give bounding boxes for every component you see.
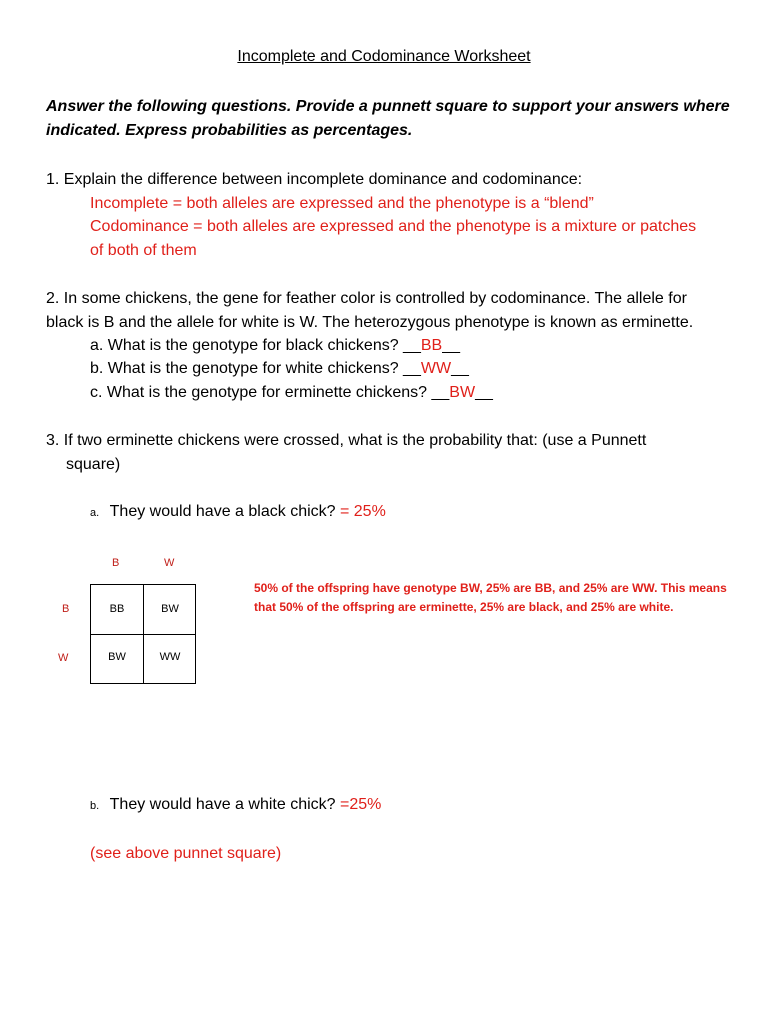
q2-part-c-suffix: __ — [475, 384, 493, 401]
q3-part-b-answer: =25% — [339, 796, 382, 813]
q2-part-a-answer: BB — [420, 337, 443, 354]
q2-part-a-prompt: a. What is the genotype for black chickens? __ — [90, 337, 421, 354]
q1-answer-codominance: Codominance = both alleles are expressed and the phenotype is a mixture or patches — [90, 218, 697, 235]
q3-part-b-note: (see above punnet square) — [90, 845, 282, 862]
q2-part-c-prompt: c. What is the genotype for erminette chickens? __ — [90, 384, 450, 401]
punnett-square — [90, 584, 196, 684]
punnett-cell: BW — [161, 603, 179, 615]
punnett-explanation-line1: 50% of the offspring have genotype BW, 25% are BB, and 25% are WW. This means — [254, 581, 727, 595]
punnett-side-label-2: W — [58, 652, 69, 664]
q2-line2: black is B and the allele for white is W. The heterozygous phenotype is known as erminette. — [46, 314, 694, 331]
q3-part-a-answer: = 25% — [339, 503, 386, 520]
q2-part-b-prompt: b. What is the genotype for white chickens? __ — [90, 360, 421, 377]
q3-part-b — [90, 793, 381, 818]
q2-part-b-answer: WW — [420, 360, 452, 377]
q1-question: 1. Explain the difference between incomplete dominance and codominance: — [46, 171, 583, 188]
q3-part-b-letter: b. — [90, 800, 100, 812]
q3-part-a — [90, 500, 386, 525]
q2-part-b — [90, 357, 469, 381]
q3-line2: square) — [66, 456, 121, 473]
punnett-cell: BW — [108, 651, 126, 663]
q3-part-a-prompt: They would have a black chick? — [109, 503, 340, 520]
page-title: Incomplete and Codominance Worksheet — [237, 48, 531, 65]
q3-part-b-prompt: They would have a white chick? — [109, 796, 340, 813]
punnett-top-label-2: W — [164, 557, 175, 569]
punnett-cell: BB — [109, 603, 125, 615]
punnett-top-label-1: B — [112, 557, 120, 569]
punnett-cell: WW — [159, 651, 181, 663]
punnett-explanation-line2: that 50% of the offspring are erminette, 25% are black, and 25% are white. — [254, 600, 674, 614]
q2-line1: 2. In some chickens, the gene for feather color is controlled by codominance. The allele for — [46, 290, 687, 307]
punnett-side-label-1: B — [62, 603, 70, 615]
q2-part-c-answer: BW — [449, 384, 476, 401]
q3-line1: 3. If two erminette chickens were crossed, what is the probability that: (use a Punnett — [46, 432, 647, 449]
q2-part-a-suffix: __ — [442, 337, 460, 354]
instructions: Answer the following questions. Provide a punnett square to support your answers where indicated. Express probabilities as percentages. — [46, 98, 730, 139]
q1-answer-continued: of both of them — [90, 242, 197, 259]
q1-answer-incomplete: Incomplete = both alleles are expressed and the phenotype is a “blend” — [90, 195, 594, 212]
punnett-divider-horizontal — [91, 634, 195, 635]
q2-part-a — [90, 334, 460, 358]
q2-part-b-suffix: __ — [451, 360, 469, 377]
q2-part-c — [90, 381, 493, 405]
q3-part-a-letter: a. — [90, 507, 100, 519]
